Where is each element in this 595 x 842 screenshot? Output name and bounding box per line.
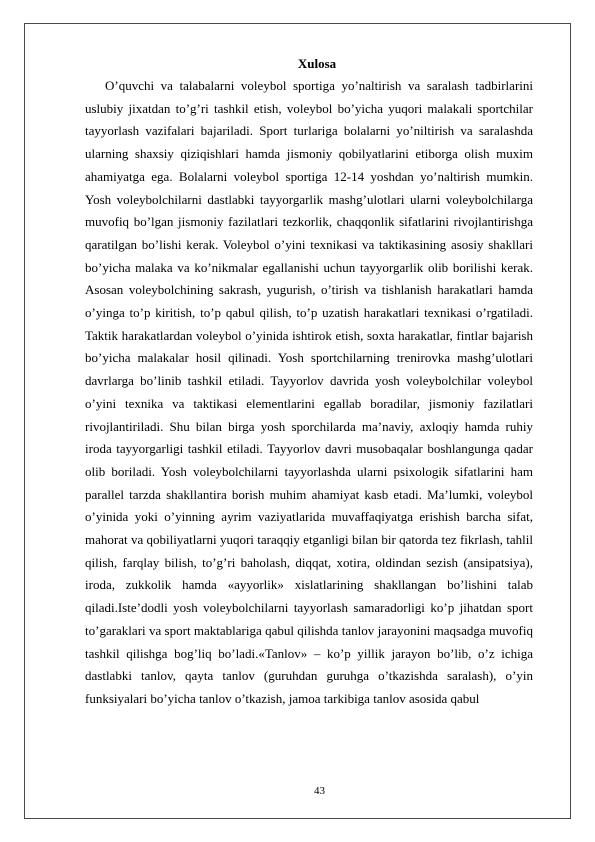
section-title: Xulosa — [297, 56, 337, 71]
document-body — [85, 55, 533, 711]
page-number: 43 — [314, 785, 325, 797]
body-paragraph: O’quvchi va talabalarni voleybol sportiga yo’naltirish va saralash tadbirlarini uslubiy jixatdan to’g’ri tashkil etish, voleybol bo’yicha yuqori malakali sportchilar tayyorlash vazifalari bajariladi. Sport turlariga bolalarni yo’niltirish va saralashda ularning shaxsiy qiziqishlari hamda jismoniy qobilyatlarini etiborga olish muxim ahamiyatga ega. Bolalarni voleybol sportiga 12-14 yoshdan yo’naltirish mumkin. Yosh voleybolchilarni dastlabki tayyorgarlik mashg’ulotlari ularni voleybolchilarga muvofiq bo’lgan jismoniy fazilatlari tezkorlik, chaqqonlik sifatlarini rivojlantirishga qaratilgan bo’lishi kerak. Voleybol o’yini texnikasi va taktikasining asosiy shakllari bo’yicha malaka va ko’nikmalar egallanishi uchun tayyorgarlik olib borilishi kerak. Asosan voleybolchining sakrash, yugurish, o’tirish va tishlanish harakatlari hamda o’yinga to’p kiritish, to’p qabul qilish, to’p uzatish harakatlari texnikasi o’rgatiladi. Taktik harakatlardan voleybol o’yinida ishtirok etish, soxta harakatlar, fintlar bajarish bo’yicha malakalar hosil qilinadi. Yosh sportchilarning trenirovka mashg’ulotlari davrlarga bo’linib tashkil etiladi. Tayyorlov davrida yosh voleybolchilar voleybol o’yini texnika va taktikasi elementlarini egallab boradilar, jismoniy fazilatlari rivojlantiriladi. Shu bilan birga yosh sporchilarda ma’naviy, axloqiy hamda ruhiy iroda tayyorgarligi tashkil etiladi. Tayyorlov davri musobaqalar boshlangunga qadar olib boriladi. Yosh voleybolchilarni tayyorlashda ularni psixologik sifatlarini ham parallel tarzda shakllantira borish muhim ahamiyat kasb etadi. Ma’lumki, voleybol o’yinida yoki o’yinning ayrim vaziyatlarida muvaffaqiyatga erishish barcha sifat, mahorat va qobiliyatlarni yuqori taraqqiy etganligi bilan bir qatorda tez fikrlash, tahlil qilish, farqlay bilish, to’g’ri baholash, diqqat, xotira, oldindan sezish (ansipatsiya), iroda, zukkolik hamda «ayyorlik» xislatlarining shakllangan bo’lishini talab qiladi.Iste’dodli yosh voleybolchilarni tayyorlash samaradorligi ko’p jihatdan sport to’garaklari va sport maktablariga qabul qilishda tanlov jarayonini maqsadga muvofiq tashkil qilishga bog’liq bo’ladi.«Tanlov» – ko’p yillik jarayon bo’lib, o’z ichiga dastlabki tanlov, qayta tanlov (guruhdan guruhga o’tkazishda saralash), o’yin funksiyalari bo’yicha tanlov o’tkazish, jamoa tarkibiga tanlov asosida qabul — [85, 78, 533, 706]
